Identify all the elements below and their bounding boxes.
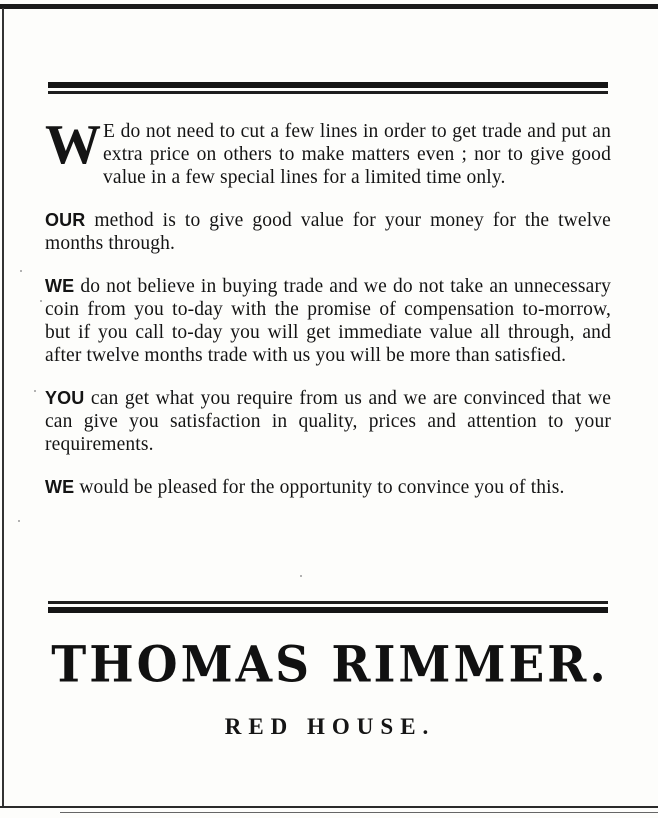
print-speck (40, 300, 42, 302)
paragraph-5-lead: WE (45, 477, 75, 497)
paragraph-2 (45, 209, 611, 255)
paragraph-4 (45, 387, 611, 456)
paragraph-3 (45, 275, 611, 367)
print-speck (34, 390, 36, 392)
top-double-rule (48, 82, 608, 94)
frame-top-border (0, 4, 658, 9)
paragraph-1-text: E do not need to cut a few lines in order to get trade and put an extra price on others to make matters even ; nor to give good value in a few special lines for a limited time only. (103, 121, 611, 188)
paragraph-4-text: can get what you require from us and we are convinced that we can give you satisfaction in quality, prices and attention to your requirements. (45, 388, 611, 455)
frame-bottom-border (0, 806, 658, 808)
paragraph-2-lead: OUR (45, 210, 86, 230)
paragraph-5-text: would be pleased for the opportunity to convince you of this. (74, 477, 565, 498)
paragraph-4-lead: YOU (45, 388, 85, 408)
frame-left-border (2, 8, 4, 808)
merchant-name: THOMAS RIMMER. (51, 636, 609, 695)
drop-cap: W (45, 114, 99, 176)
print-speck (20, 270, 22, 272)
advert-body (45, 114, 611, 519)
paragraph-2-text: method is to give good value for your money for the twelve months through. (45, 210, 611, 254)
frame-bottom-hairline (60, 812, 658, 813)
paragraph-1 (45, 114, 611, 189)
shop-location: RED HOUSE. (224, 714, 436, 739)
paragraph-5 (45, 476, 611, 499)
print-speck (18, 520, 20, 522)
bottom-double-rule (48, 601, 608, 613)
print-speck (300, 575, 302, 577)
paragraph-3-text: do not believe in buying trade and we do not take an unnecessary coin from you to-day with the promise of compensation to-morrow, but if you call to-day you will get immediate value all through, and after twelve months trade with us you will be more than satisfied. (45, 276, 611, 366)
paragraph-3-lead: WE (45, 276, 75, 296)
